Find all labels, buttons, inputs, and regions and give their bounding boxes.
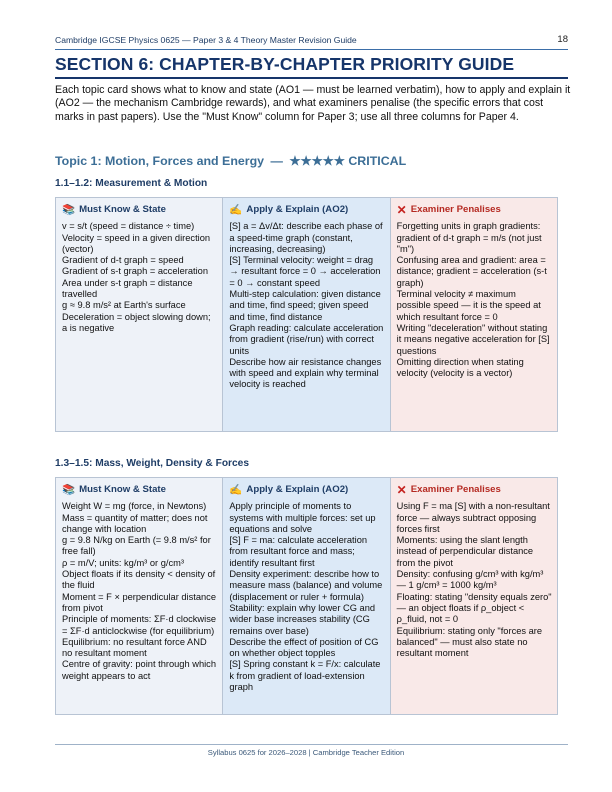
book-icon: 📚 — [62, 203, 76, 216]
list-item: [S] Spring constant k = F/x: calculate k from gradient of load-extension graph — [229, 659, 381, 693]
apply-explain-list — [229, 501, 384, 693]
list-item: Velocity = speed in a given direction (vector) — [62, 232, 211, 254]
book-icon: 📚 — [62, 483, 76, 496]
list-item: [S] F = ma: calculate acceleration from resultant force and mass; identify resultant first — [229, 535, 368, 568]
footer-rule — [55, 744, 568, 745]
cross-icon: ✕ — [396, 202, 407, 217]
pencil-icon: ✍ — [229, 203, 243, 216]
list-item: Density: confusing g/cm³ with kg/m³ — 1 g/cm³ = 1000 kg/m³ — [396, 569, 544, 591]
must-know-header — [62, 204, 217, 215]
examiner-penalises-list — [397, 501, 552, 659]
list-item: [S] a = Δv/Δt: describe each phase of a speed-time graph (constant, increasing, decreasing) — [229, 221, 383, 254]
examiner-penalises-list — [397, 221, 552, 379]
topic-card-measurement-motion — [55, 197, 558, 432]
priority-label: CRITICAL — [348, 154, 407, 168]
list-item: Equilibrium: no resultant force AND no resultant moment — [62, 636, 207, 659]
list-item: Confusing area and gradient: area = distance; gradient = acceleration (s-t graph) — [396, 255, 547, 288]
apply-explain-header — [229, 204, 384, 215]
examiner-penalises-header — [397, 484, 552, 495]
list-item: Multi-step calculation: given distance and time, find speed; given speed and time, find distance — [229, 289, 381, 322]
list-item: Describe how air resistance changes with speed and explain why terminal velocity is reached — [229, 356, 382, 390]
list-item: g ≈ 9.8 m/s² at Earth's surface — [62, 300, 186, 311]
must-know-column — [56, 478, 222, 714]
list-item: ρ = m/V; units: kg/m³ or g/cm³ — [62, 557, 184, 568]
list-item: Terminal velocity ≠ maximum possible speed — it is the speed at which resultant force = 0 — [396, 289, 541, 322]
subheading-measurement-motion: 1.1–1.2: Measurement & Motion — [55, 178, 208, 189]
examiner-penalises-title: Examiner Penalises — [410, 484, 501, 495]
list-item: Deceleration = object slowing down; a is negative — [62, 311, 211, 333]
list-item: Weight W = mg (force, in Newtons) — [62, 501, 207, 512]
intro-paragraph: Each topic card shows what to know and state (AO1 — must be learned verbatim), how to apply and explain it (AO2 — the mechanism Cambridge rewards), and what examiners penalise (the specific errors that cost marks in past papers). Use the "Must Know" column for Paper 3; use all three columns for Paper 4. — [55, 84, 571, 123]
list-item: Object floats if its density < density of the fluid — [62, 569, 216, 591]
examiner-penalises-column — [390, 198, 557, 431]
priority-stars: ★★★★★ — [289, 154, 345, 168]
list-item: Centre of gravity: point through which weight appears to act — [62, 659, 216, 681]
must-know-list — [62, 221, 217, 334]
list-item: Gradient of s-t graph = acceleration — [62, 266, 208, 277]
page-number: 18 — [557, 34, 568, 45]
list-item: Equilibrium: stating only "forces are balanced" — must also state no resultant moment — [396, 625, 543, 659]
list-item: Gradient of d-t graph = speed — [62, 255, 184, 266]
must-know-header — [62, 484, 217, 495]
examiner-penalises-title: Examiner Penalises — [410, 204, 501, 215]
page-footer: Syllabus 0625 for 2026–2028 | Cambridge Teacher Edition — [207, 748, 405, 757]
list-item: Apply principle of moments to systems with multiple forces: set up equations and solve — [229, 501, 376, 534]
list-item: Floating: stating "density equals zero" — an object floats if ρ_object < ρ_fluid, not = 0 — [396, 591, 552, 625]
examiner-penalises-column — [390, 478, 557, 714]
list-item: Writing "deceleration" without stating it means negative acceleration for [S] questions — [396, 322, 550, 356]
list-item: Area under s-t graph = distance travelled — [62, 277, 193, 300]
apply-explain-list — [229, 221, 384, 390]
list-item: Stability: explain why lower CG and wider base increases stability (CG remains over base) — [229, 602, 376, 636]
subheading-mass-weight-density: 1.3–1.5: Mass, Weight, Density & Forces — [55, 458, 250, 469]
cross-icon: ✕ — [396, 482, 407, 497]
list-item: Using F = ma [S] with a non-resultant force — always subtract opposing forces first — [396, 501, 550, 534]
list-item: Principle of moments: ΣF·d clockwise = ΣF·d anticlockwise (for equilibrium) — [62, 614, 217, 636]
section-title: SECTION 6: CHAPTER-BY-CHAPTER PRIORITY GUIDE — [55, 54, 515, 74]
pencil-icon: ✍ — [229, 483, 243, 496]
apply-explain-column — [222, 478, 389, 714]
running-header — [55, 34, 568, 50]
must-know-column — [56, 198, 222, 431]
title-rule — [55, 77, 568, 79]
running-title: Cambridge IGCSE Physics 0625 — Paper 3 & 4 Theory Master Revision Guide — [55, 35, 357, 45]
list-item: Graph reading: calculate acceleration from gradient (rise/run) with correct units — [229, 322, 384, 356]
list-item: g = 9.8 N/kg on Earth (= 9.8 m/s² for free fall) — [62, 535, 211, 557]
topic-dash: — — [270, 154, 283, 168]
list-item: v = s/t (speed = distance ÷ time) — [62, 221, 195, 232]
list-item: Mass = quantity of matter; does not change with location — [62, 512, 208, 534]
list-item: Density experiment: describe how to measure mass (balance) and volume (displacement or ruler + formula) — [229, 569, 383, 602]
must-know-title: Must Know & State — [79, 204, 166, 215]
list-item: Moment = F × perpendicular distance from pivot — [62, 591, 216, 613]
list-item: Moments: using the slant length instead of perpendicular distance from the pivot — [396, 535, 534, 568]
topic-card-mass-weight-density — [55, 477, 558, 715]
must-know-list — [62, 501, 217, 682]
list-item: Describe the effect of position of CG on whether object topples — [229, 636, 379, 659]
must-know-title: Must Know & State — [79, 484, 166, 495]
apply-explain-column — [222, 198, 389, 431]
apply-explain-header — [229, 484, 384, 495]
apply-explain-title: Apply & Explain (AO2) — [246, 204, 349, 215]
topic-label: Topic 1: Motion, Forces and Energy — [55, 154, 265, 168]
examiner-penalises-header — [397, 204, 552, 215]
topic-heading — [55, 153, 406, 168]
apply-explain-title: Apply & Explain (AO2) — [246, 484, 349, 495]
list-item: Omitting direction when stating velocity (velocity is a vector) — [396, 356, 524, 379]
list-item: [S] Terminal velocity: weight = drag → resultant force = 0 → acceleration = 0 → constant speed — [229, 255, 381, 288]
list-item: Forgetting units in graph gradients: gradient of d-t graph = m/s (not just "m") — [396, 221, 542, 254]
